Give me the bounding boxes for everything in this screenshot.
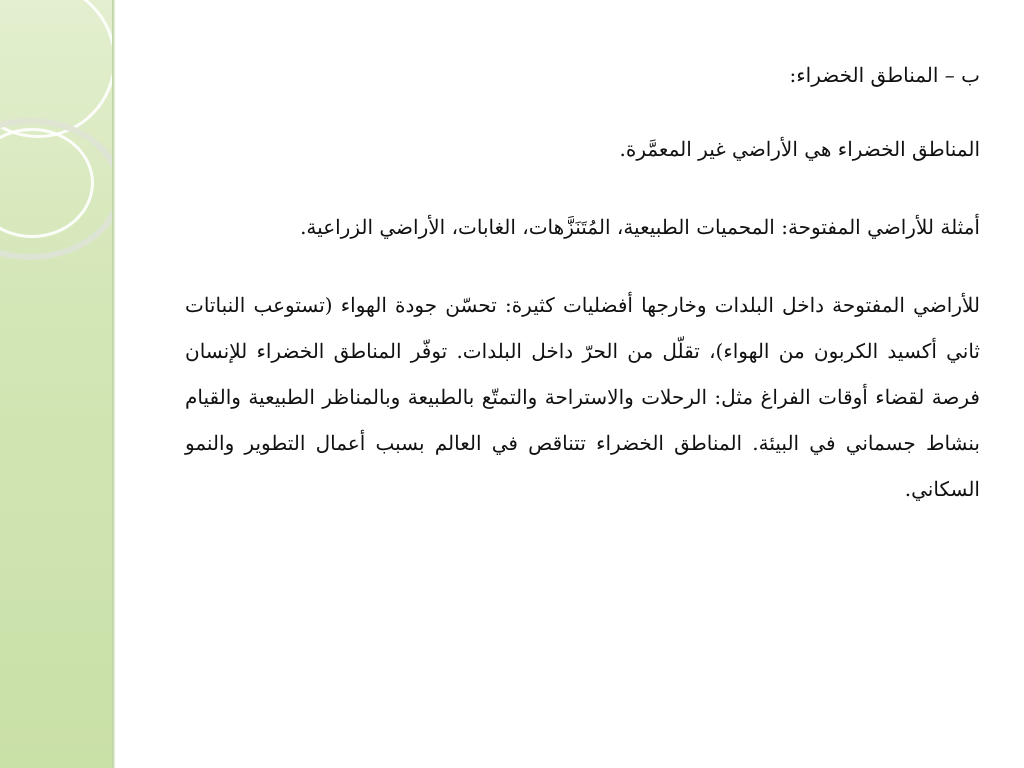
section-heading: ب – المناطق الخضراء: <box>789 63 980 87</box>
examples-paragraph: أمثلة للأراضي المفتوحة: المحميات الطبيعية، المُتَنَزَّهات، الغابات، الأراضي الزراعية. <box>300 215 980 239</box>
decorative-side-panel <box>0 0 112 768</box>
slide-content <box>185 52 980 544</box>
benefits-paragraph: للأراضي المفتوحة داخل البلدات وخارجها أفضليات كثيرة: تحسّن جودة الهواء (تستوعب النباتات ثاني أكسيد الكربون من الهواء)، تقلّل من الحرّ داخل البلدات. توفّر المناطق الخضراء للإنسان فرصة لقضاء أوقات الفراغ مثل: الرحلات والاستراحة والتمتّع بالطبيعة وبالمناظر الطبيعية والقيام بنشاط جسماني في البيئة. المناطق الخضراء تتناقص في العالم بسبب أعمال التطوير والنمو السكاني. <box>185 293 980 501</box>
decorative-ring <box>0 0 112 138</box>
side-panel-divider <box>112 0 115 768</box>
definition-paragraph: المناطق الخضراء هي الأراضي غير المعمَّرة. <box>619 137 980 161</box>
